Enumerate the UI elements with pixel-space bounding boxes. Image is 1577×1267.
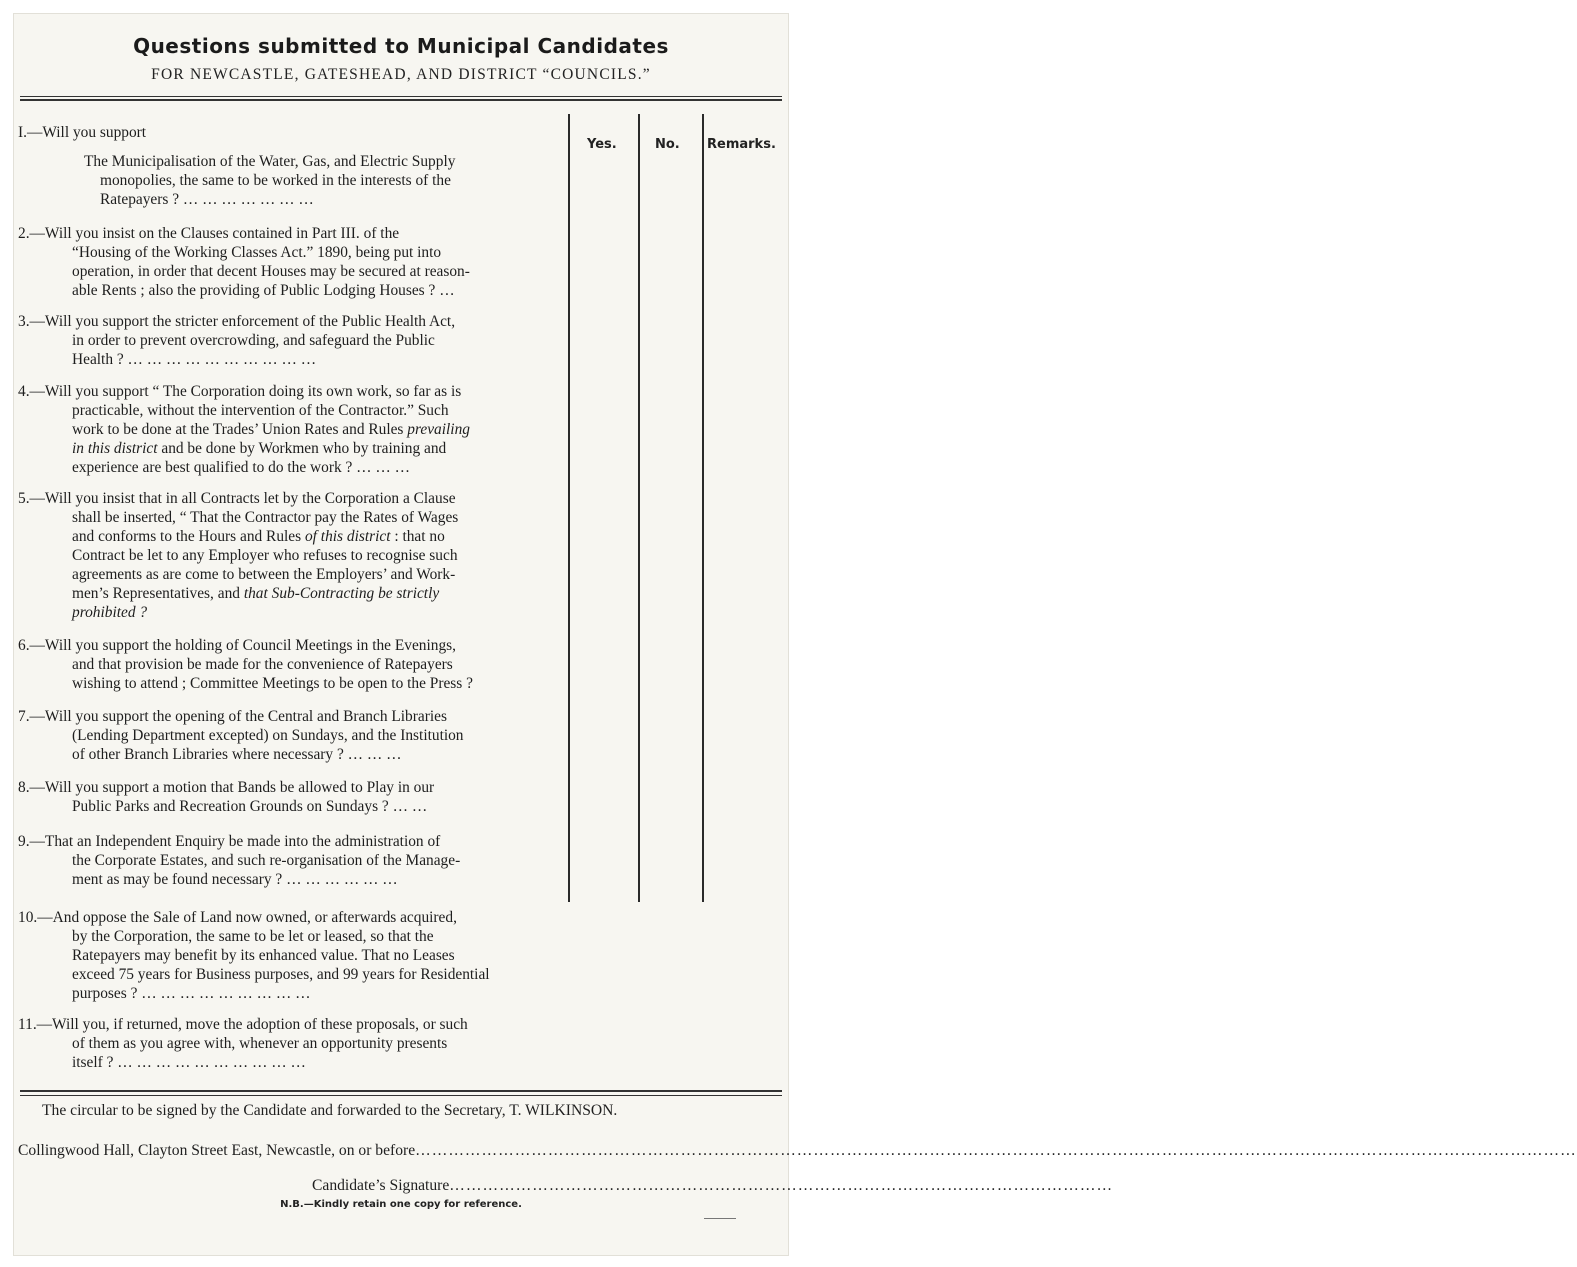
question-2: 2.—Will you insist on the Clauses contained in Part III. of the “Housing of the Working Classes Act.” 1890, being put into operation, in order that decent Houses may be secured at reason- able Rents ; also the providing of Public Lodging Houses ? … — [18, 225, 470, 299]
question-7: 7.—Will you support the opening of the Central and Branch Libraries (Lending Department excepted) on Sundays, and the Institution of other Branch Libraries where necessary ? … … … — [18, 708, 464, 763]
header-rule-bottom — [20, 99, 782, 101]
document-title: Questions submitted to Municipal Candidates — [133, 34, 669, 58]
return-address-line — [18, 1142, 1577, 1160]
question-9: 9.—That an Independent Enquiry be made into the administration of the Corporate Estates, and such re-organisation of the Manage- ment as may be found necessary ? … … … … … … — [18, 833, 461, 888]
question-6: 6.—Will you support the holding of Council Meetings in the Evenings, and that provision be made for the convenience of Ratepayers wishing to attend ; Committee Meetings to be open to the Press ? — [18, 637, 473, 692]
signature-blank: ………………………………………………………………………………………………………… — [449, 1177, 1114, 1194]
question-4: 4.—Will you support “ The Corporation doing its own work, so far as is practicable, without the intervention of the Contractor.” Such work to be done at the Trades’ Union Rates and Rules prevailing in this district and be done by Workmen who by training and experience are best qualified to do the work ? … … … — [18, 383, 470, 476]
footer-rule-bottom — [20, 1095, 782, 1096]
question-8: 8.—Will you support a motion that Bands be allowed to Play in our Public Parks and Recreation Grounds on Sundays ? … … — [18, 779, 435, 815]
remarks-column-divider — [702, 114, 704, 902]
no-column-divider — [638, 114, 640, 902]
yes-column-header: Yes. — [587, 137, 617, 152]
yes-column-divider — [568, 114, 570, 902]
question-1: I.—Will you support The Municipalisation of the Water, Gas, and Electric Supply monopolies, the same to be worked in the interests of the Ratepayers ? … … … … … … … — [18, 124, 456, 208]
document-subtitle: FOR NEWCASTLE, GATESHEAD, AND DISTRICT “COUNCILS.” — [151, 66, 651, 83]
signature-line — [312, 1177, 1114, 1195]
return-date-blank: ………………………………………………………………………………………………………………………………………………………………………………………… — [415, 1142, 1577, 1159]
footer-rule-top — [20, 1090, 782, 1092]
no-column-header: No. — [655, 137, 680, 152]
header-rule-top — [20, 96, 782, 97]
question-5: 5.—Will you insist that in all Contracts let by the Corporation a Clause shall be inserted, “ That the Contractor pay the Rates of Wages and conforms to the Hours and Rules of this district : that no Contract be let to any Employer who refuses to recognise such agreements as are come to between the Employers’ and Work- men’s Representatives, and that Sub-Contracting be strictly prohibited ? — [18, 490, 459, 621]
question-3: 3.—Will you support the stricter enforcement of the Public Health Act, in order to prevent overcrowding, and safeguard the Public Health ? … … … … … … … … … … — [18, 313, 456, 368]
document-sheet — [13, 13, 1577, 1256]
corner-mark — [704, 1218, 736, 1219]
question-11: 11.—Will you, if returned, move the adoption of these proposals, or such of them as you agree with, whenever an opportunity presents itself ? … … … … … … … … … … — [18, 1016, 468, 1071]
remarks-column-header: Remarks. — [707, 137, 776, 152]
question-10: 10.—And oppose the Sale of Land now owned, or afterwards acquired, by the Corporation, the same to be let or leased, so that the Ratepayers may benefit by its enhanced value. That no Leases exceed 75 years for Business purposes, and 99 years for Residential purposes ? … … … … … … … … … — [18, 909, 490, 1002]
reference-note: N.B.—Kindly retain one copy for reference. — [280, 1199, 522, 1210]
circular-instruction: The circular to be signed by the Candidate and forwarded to the Secretary, T. WILKINSON. — [42, 1102, 618, 1119]
return-address: Collingwood Hall, Clayton Street East, Newcastle, on or before — [18, 1142, 416, 1159]
signature-label: Candidate’s Signature — [312, 1177, 450, 1194]
